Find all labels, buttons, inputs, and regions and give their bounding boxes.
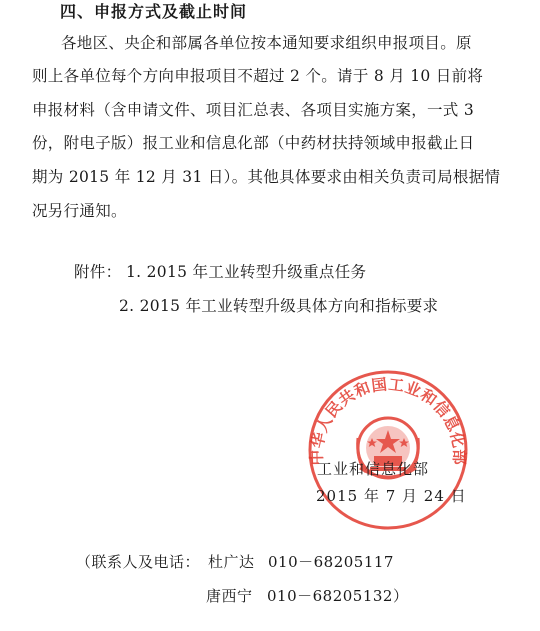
section-heading: 四、申报方式及截止时间 xyxy=(60,2,248,21)
contact-phone: 010－68205117 xyxy=(268,553,394,571)
signature-org: 工业和信息化部 xyxy=(317,460,430,478)
body-line: 则上各单位每个方向申报项目不超过 2 个。请于 8 月 10 日前将 xyxy=(32,67,484,85)
contact-name: 唐西宁 xyxy=(206,587,253,605)
seal-ring-text: 中华人民共和国工业和信息化部 xyxy=(307,375,469,466)
signature-date: 2015 年 7 月 24 日 xyxy=(316,487,467,505)
body-line: 份，附电子版）报工业和信息化部（中药材扶持领域申报截止日 xyxy=(32,134,475,152)
body-line: 期为 2015 年 12 月 31 日）。其他具体要求由相关负责司局根据情 xyxy=(32,168,501,186)
contact-label: （联系人及电话： xyxy=(76,553,201,571)
attachments-label: 附件： xyxy=(74,263,122,281)
contact-name: 杜广达 xyxy=(208,553,255,571)
body-line: 申报材料（含申请文件、项目汇总表、各项目实施方案，一式 3 xyxy=(32,101,474,119)
body-line: 况另行通知。 xyxy=(32,202,127,220)
attachment-item: 2. 2015 年工业转型升级具体方向和指标要求 xyxy=(119,297,439,315)
body-line: 各地区、央企和部属各单位按本通知要求组织申报项目。原 xyxy=(61,34,472,52)
attachment-item: 1. 2015 年工业转型升级重点任务 xyxy=(126,263,367,281)
contact-phone: 010－68205132） xyxy=(267,587,409,605)
